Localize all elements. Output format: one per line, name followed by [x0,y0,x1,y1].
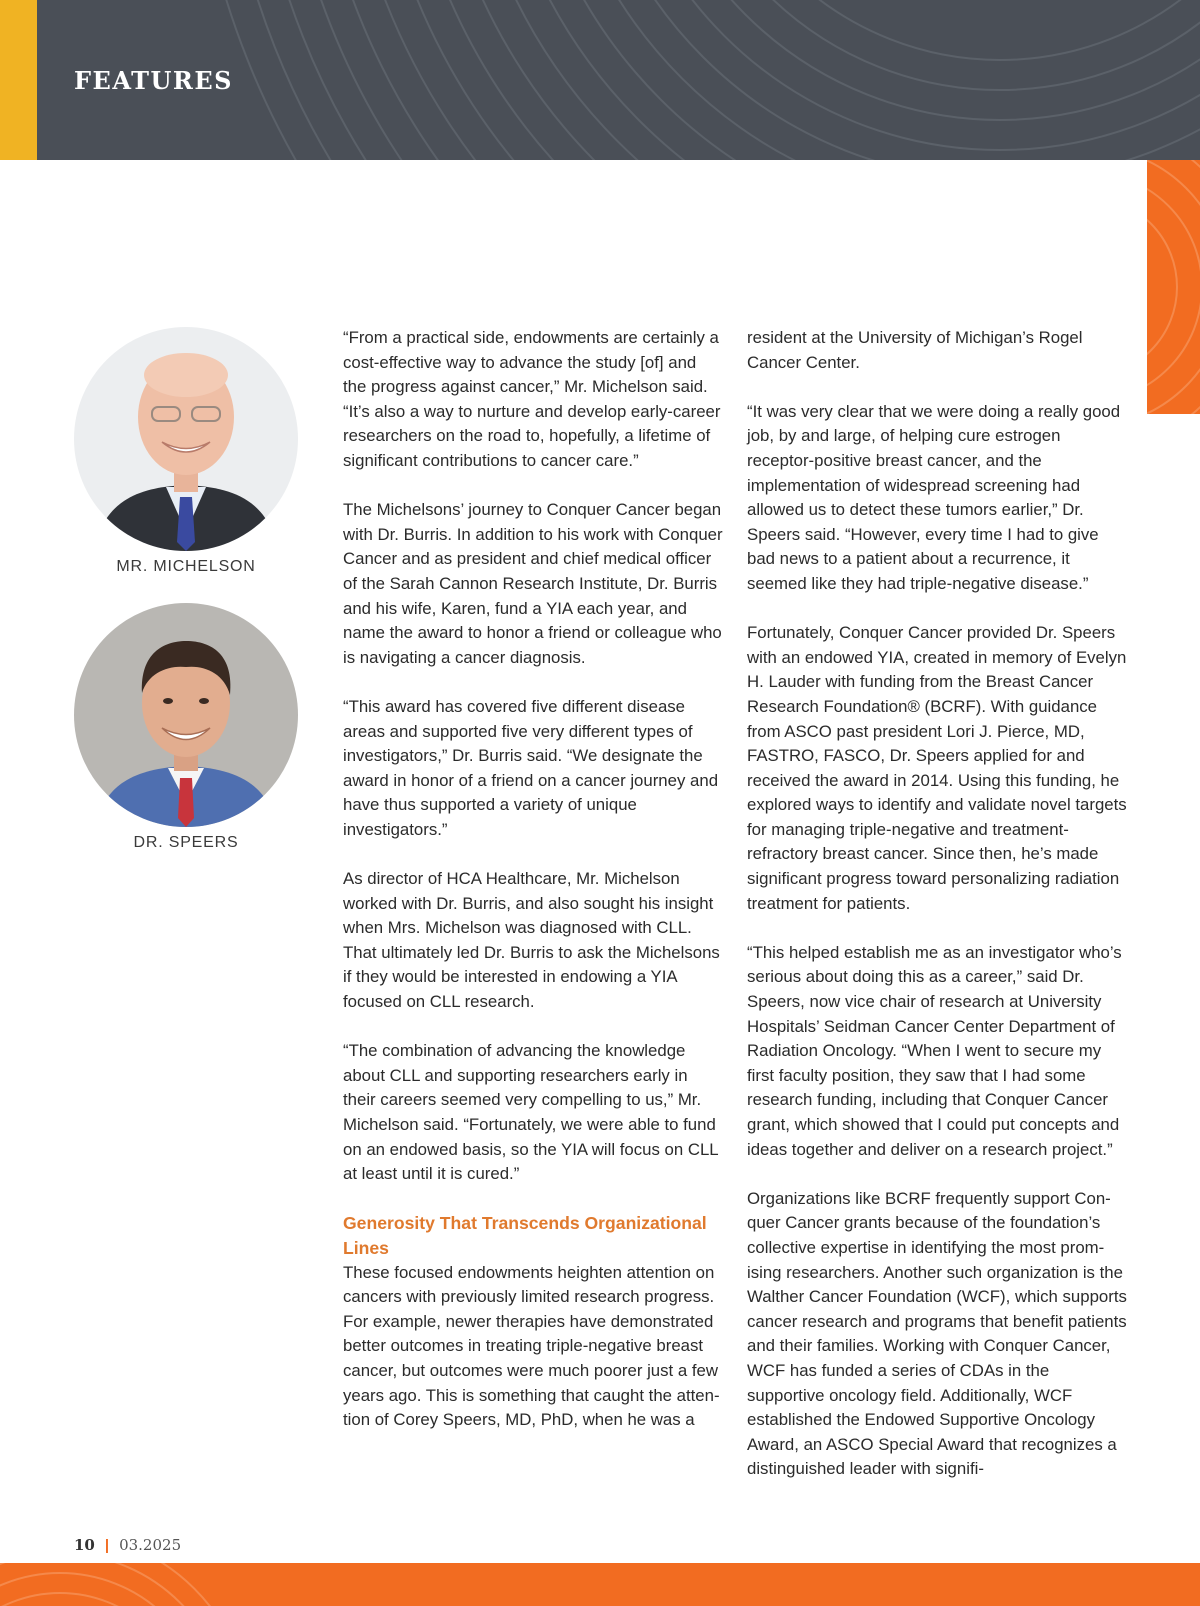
portrait-michelson-illustration [74,327,298,551]
portrait-speers-illustration [74,603,298,827]
page-folio [74,1536,181,1554]
footer-band [0,1563,1200,1606]
gold-accent-bar [0,0,37,160]
side-tab-pattern [1147,160,1200,414]
footer-pattern [0,1563,1200,1606]
article-column-2 [747,326,1127,1482]
caption-speers: DR. SPEERS [133,834,239,851]
caption-michelson: MR. MICHELSON [116,558,256,575]
issue-date: 03.2025 [119,1536,182,1554]
article-column-1 [343,326,723,1433]
col2-paragraph-4: “This helped establish me as an investigator who’s serious about doing this as a career,” said Dr. Speers, now vice chair of research at University Hospitals’ Seidman Cancer Center Department of Radiation Oncology. “When I went to secure my first faculty position, they saw that I had some research funding, including that Conquer Cancer grant, which showed that I could put concepts and ideas together and deliver on a research project.” [747,942,1122,1159]
col1-paragraph-6: These focused endowments heighten attention on cancers with previously limited research progress. For example, newer therapies have demonstrated better outcomes in treating triple-negative breast cancer, but outcomes were much poorer just a few years ago. This is something that caught the attention of Corey Speers, MD, PhD, when he was a [343,1262,720,1430]
orange-side-tab [1147,160,1200,414]
folio-separator: | [104,1536,110,1554]
portrait-speers [74,603,298,827]
portrait-michelson [74,327,298,551]
col1-paragraph-2: The Michelsons’ journey to Conquer Cancer began with Dr. Burris. In addition to his work with Conquer Cancer and as president and chief medical officer of the Sarah Cannon Research Institute, Dr. Burris and his wife, Karen, fund a YIA each year, and name the award to honor a friend or colleague who is navigating a cancer diagnosis. [343,500,723,667]
section-label: FEATURES [74,66,233,95]
section-heading: Generosity That Transcends Organizational Lines [343,1213,707,1258]
col1-paragraph-3: “This award has covered five different disease areas and supported five very different types of investigators,” Dr. Burris said. “We designate the award in honor of a friend on a cancer journey and have thus supported a variety of unique investigators.” [343,696,719,839]
col1-paragraph-5: “The combination of advancing the knowledge about CLL and supporting researchers early in their careers seemed very compelling to us,” Mr. Michelson said. “Fortunately, we were able to fund on an endowed basis, so the YIA will focus on CLL at least until it is cured.” [343,1041,719,1184]
col2-paragraph-1: resident at the University of Michigan’s Rogel Cancer Center. [747,328,1083,372]
col2-paragraph-3: Fortunately, Conquer Cancer provided Dr. Speers with an endowed YIA, created in memory of Evelyn H. Lauder with funding from the Breast Cancer Research Foundation® (BCRF). With guidance from ASCO past president Lori J. Pierce, MD, FASTRO, FASCO, Dr. Speers applied for and received the award in 2014. Using this funding, he explored ways to identify and validate novel targets for managing triple-negative and treatment-refractory breast cancer. Since then, he’s made significant progress toward personalizing radiation treatment for patients. [747,623,1127,913]
col2-paragraph-5: Organizations like BCRF frequently support Conquer Cancer grants because of the foundation’s collective expertise in identifying the most promising researchers. Another such organization is the Walther Cancer Foundation (WCF), which supports cancer research and programs that benefit patients and their families. Working with Conquer Cancer, WCF has funded a series of CDAs in the supportive oncology field. Additionally, WCF established the Endowed Supportive Oncology Award, an ASCO Special Award that recognizes a distinguished leader with signifi- [747,1188,1127,1479]
col1-paragraph-4: As director of HCA Healthcare, Mr. Michelson worked with Dr. Burris, and also sought his insight when Mrs. Michelson was diagnosed with CLL. That ultimately led Dr. Burris to ask the Michelsons if they would be interested in endowing a YIA focused on CLL research. [343,869,720,1012]
col1-paragraph-1: “From a practical side, endowments are certainly a cost-effective way to advance the study [of] and the progress against cancer,” Mr. Michelson said. “It’s also a way to nurture and develop early-career researchers on the road to, hopefully, a lifetime of significant contributions to cancer care.” [343,328,721,470]
page-number: 10 [74,1536,95,1554]
col2-paragraph-2: “It was very clear that we were doing a really good job, by and large, of helping cure estrogen receptor-positive breast cancer, and the implementation of widespread screening had allowed us to detect these tumors earlier,” Dr. Speers said. “However, every time I had to give bad news to a patient about a recurrence, it seemed like they had triple-negative disease.” [747,401,1121,593]
